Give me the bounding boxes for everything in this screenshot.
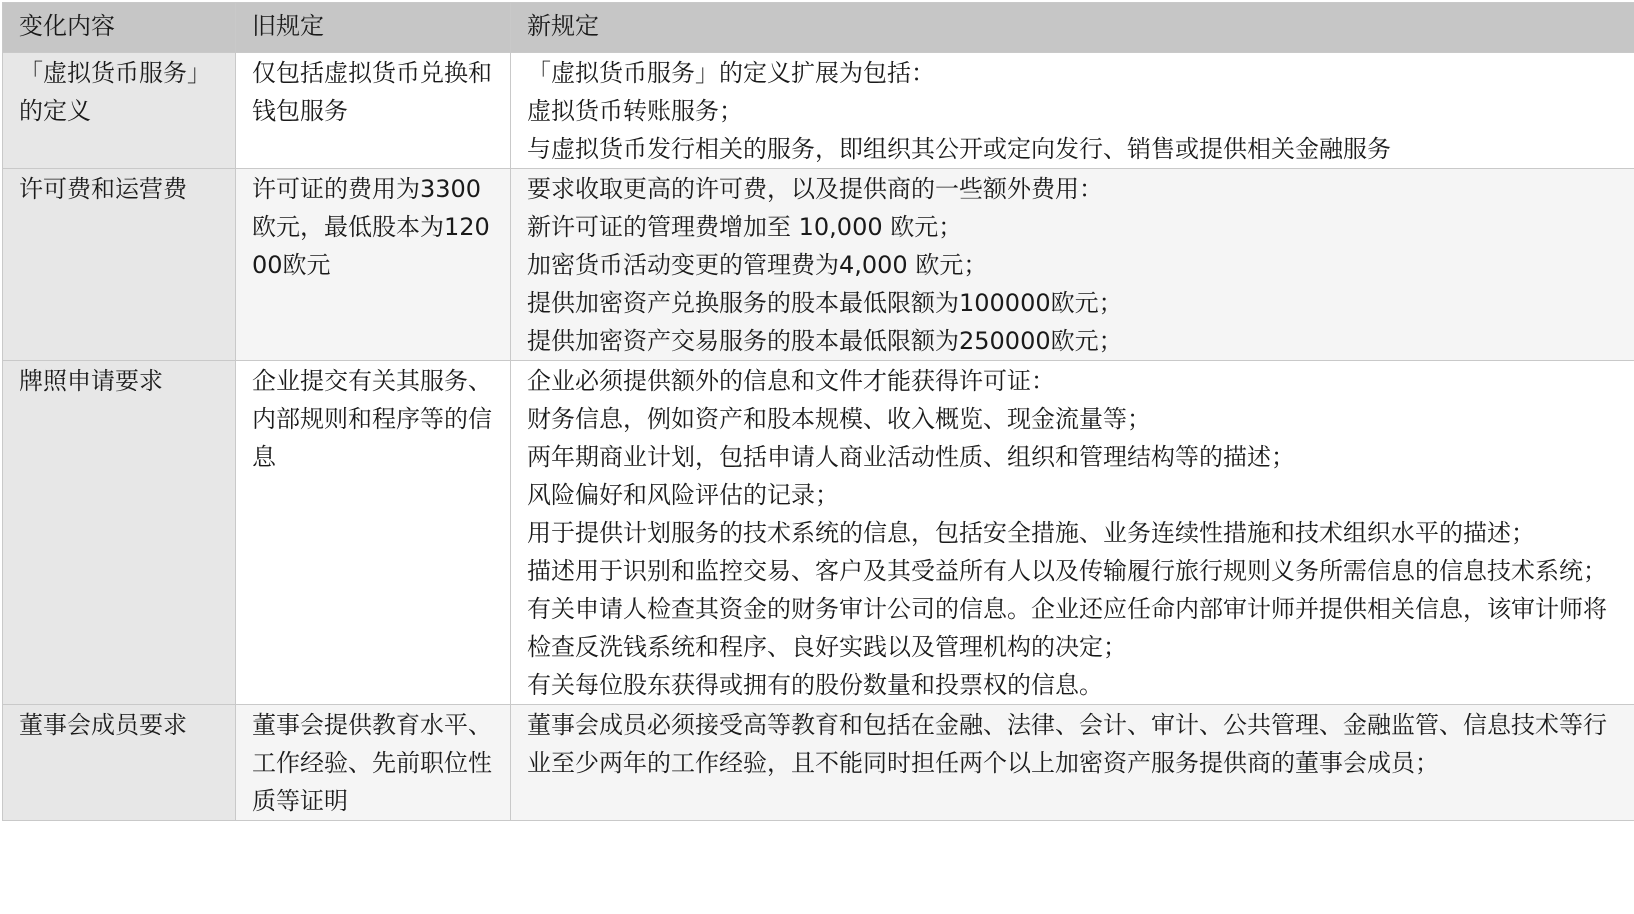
old-rule-text: 仅包括虚拟货币兑换和钱包服务 bbox=[252, 59, 492, 125]
new-rule-line: 董事会成员必须接受高等教育和包括在金融、法律、会计、审计、公共管理、金融监管、信息技术等行业至少两年的工作经验，且不能同时担任两个以上加密资产服务提供商的董事会成员； bbox=[527, 711, 1607, 777]
header-old-rule: 旧规定 bbox=[236, 3, 511, 53]
new-rule-line: 有关每位股东获得或拥有的股份数量和投票权的信息。 bbox=[527, 671, 1103, 699]
new-rule-cell bbox=[511, 169, 1634, 361]
topic-cell bbox=[3, 705, 236, 821]
new-rule-line: 风险偏好和风险评估的记录； bbox=[527, 481, 839, 509]
header-row bbox=[3, 3, 1634, 53]
old-rule-text: 许可证的费用为3300欧元，最低股本为12000欧元 bbox=[252, 175, 490, 279]
new-rule-line: 用于提供计划服务的技术系统的信息，包括安全措施、业务连续性措施和技术组织水平的描述； bbox=[527, 519, 1535, 547]
topic-cell bbox=[3, 361, 236, 705]
new-rule-cell bbox=[511, 705, 1634, 821]
new-rule-line: 与虚拟货币发行相关的服务，即组织其公开或定向发行、销售或提供相关金融服务 bbox=[527, 135, 1391, 163]
old-rule-cell bbox=[236, 169, 511, 361]
old-rule-cell bbox=[236, 53, 511, 169]
new-rule-line: 描述用于识别和监控交易、客户及其受益所有人以及传输履行旅行规则义务所需信息的信息技术系统； bbox=[527, 557, 1607, 585]
table-body bbox=[3, 53, 1634, 821]
header-change-content: 变化内容 bbox=[3, 3, 236, 53]
new-rule-line: 加密货币活动变更的管理费为4,000 欧元； bbox=[527, 251, 988, 279]
new-rule-line: 提供加密资产兑换服务的股本最低限额为100000欧元； bbox=[527, 289, 1123, 317]
topic-text: 许可费和运营费 bbox=[19, 175, 187, 203]
topic-text: 董事会成员要求 bbox=[19, 711, 187, 739]
old-rule-cell bbox=[236, 361, 511, 705]
new-rule-line: 企业必须提供额外的信息和文件才能获得许可证： bbox=[527, 367, 1055, 395]
old-rule-cell bbox=[236, 705, 511, 821]
header-new-rule: 新规定 bbox=[511, 3, 1634, 53]
topic-cell bbox=[3, 169, 236, 361]
new-rule-line: 提供加密资产交易服务的股本最低限额为250000欧元； bbox=[527, 327, 1123, 355]
new-rule-line: 有关申请人检查其资金的财务审计公司的信息。企业还应任命内部审计师并提供相关信息，该审计师将检查反洗钱系统和程序、良好实践以及管理机构的决定； bbox=[527, 595, 1607, 661]
new-rule-line: 虚拟货币转账服务； bbox=[527, 97, 743, 125]
topic-text: 「虚拟货币服务」的定义 bbox=[19, 59, 211, 125]
table-header bbox=[3, 3, 1634, 53]
new-rule-cell bbox=[511, 361, 1634, 705]
new-rule-line: 两年期商业计划，包括申请人商业活动性质、组织和管理结构等的描述； bbox=[527, 443, 1295, 471]
new-rule-line: 财务信息，例如资产和股本规模、收入概览、现金流量等； bbox=[527, 405, 1151, 433]
table-row bbox=[3, 53, 1634, 169]
table-row bbox=[3, 705, 1634, 821]
regulation-comparison-table bbox=[2, 2, 1634, 821]
old-rule-text: 企业提交有关其服务、内部规则和程序等的信息 bbox=[252, 367, 492, 471]
topic-cell bbox=[3, 53, 236, 169]
topic-text: 牌照申请要求 bbox=[19, 367, 163, 395]
table-row bbox=[3, 169, 1634, 361]
new-rule-cell bbox=[511, 53, 1634, 169]
old-rule-text: 董事会提供教育水平、工作经验、先前职位性质等证明 bbox=[252, 711, 492, 815]
new-rule-line: 「虚拟货币服务」的定义扩展为包括： bbox=[527, 59, 935, 87]
new-rule-line: 要求收取更高的许可费，以及提供商的一些额外费用： bbox=[527, 175, 1103, 203]
table-row bbox=[3, 361, 1634, 705]
new-rule-line: 新许可证的管理费增加至 10,000 欧元； bbox=[527, 213, 963, 241]
